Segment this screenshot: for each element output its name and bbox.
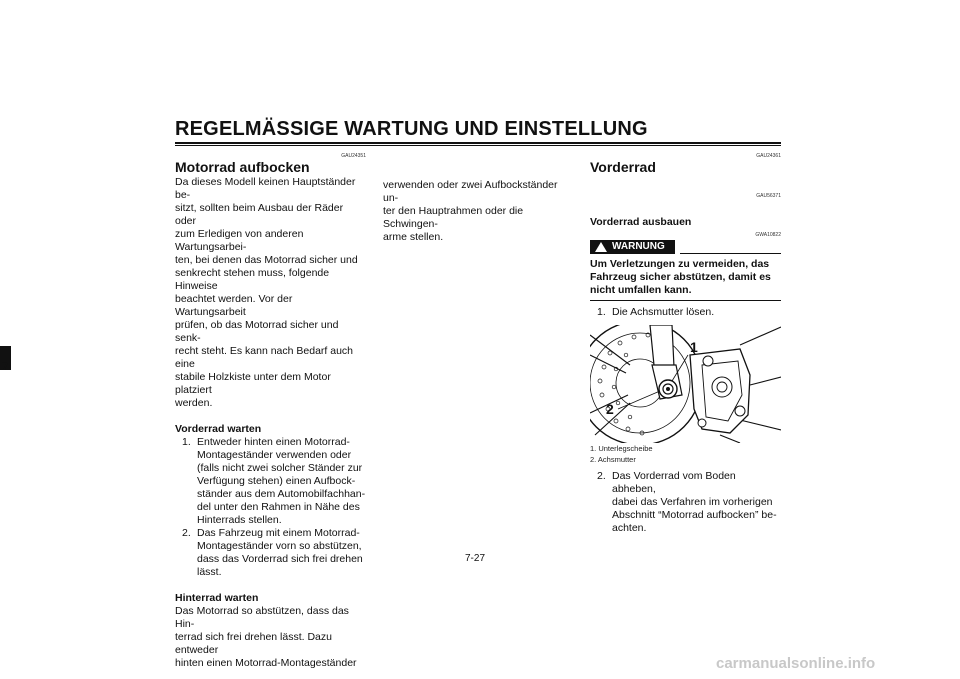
text-line: werden. bbox=[175, 397, 213, 409]
text-line: Das Vorderrad vom Boden abheben, bbox=[612, 470, 736, 495]
middle-column bbox=[383, 179, 574, 244]
text-line: Hinterrads stellen. bbox=[197, 514, 282, 526]
text-line: zum Erledigen von anderen Wartungsarbei- bbox=[175, 228, 304, 253]
text-line: ständer aus dem Automobilfachhan- bbox=[197, 488, 366, 500]
wheel-figure bbox=[590, 325, 781, 443]
text-line: Abschnitt “Motorrad aufbocken” be- bbox=[612, 509, 777, 521]
sub-heading: Vorderrad ausbauen bbox=[590, 216, 692, 228]
page-number: 7-27 bbox=[465, 553, 486, 564]
text-line: ten, bei denen das Motorrad sicher und bbox=[175, 254, 358, 266]
left-column bbox=[175, 153, 366, 670]
section-code: GAU24351 bbox=[341, 153, 366, 159]
text-line: Das Motorrad so abstützen, dass das Hin- bbox=[175, 605, 349, 630]
text-line: prüfen, ob das Motorrad sicher und senk- bbox=[175, 319, 339, 344]
section-heading: Motorrad aufbocken bbox=[175, 159, 310, 175]
front-wheel-heading: Vorderrad warten bbox=[175, 423, 262, 435]
step-text bbox=[197, 436, 366, 527]
text-line: dabei das Verfahren im vorherigen bbox=[612, 496, 773, 508]
step-number: 1. bbox=[182, 436, 191, 448]
text-line: Montageständer verwenden oder bbox=[197, 449, 352, 461]
rear-wheel-paragraph bbox=[175, 605, 366, 670]
text-line: sitzt, sollten beim Ausbau der Räder oder bbox=[175, 202, 344, 227]
text-line: beachtet werden. Vor der Wartungsarbeit bbox=[175, 293, 293, 318]
text-line: del unter den Rahmen in Nähe des bbox=[197, 501, 360, 513]
step-2 bbox=[590, 470, 781, 535]
warning-code: GWA10822 bbox=[755, 232, 781, 238]
front-step bbox=[175, 436, 366, 527]
text-line: Verfügung stehen) einen Aufbock- bbox=[197, 475, 356, 487]
step-text bbox=[612, 470, 781, 535]
header-rule-thin bbox=[175, 145, 781, 146]
text-line: nicht umfallen kann. bbox=[590, 284, 692, 296]
section-code: GAU24361 bbox=[756, 153, 781, 159]
warning-bar bbox=[590, 240, 781, 254]
watermark: carmanualsonline.info bbox=[716, 655, 876, 672]
chapter-number: 7 bbox=[2, 359, 9, 373]
warning-badge bbox=[590, 240, 675, 254]
right-column bbox=[590, 153, 781, 535]
warning-label: WARNUNG bbox=[612, 241, 665, 252]
section-code: GAU56371 bbox=[756, 193, 781, 199]
figure-label-2: 2 bbox=[606, 401, 614, 417]
step-number: 1. bbox=[597, 306, 606, 318]
text-line: (falls nicht zwei solcher Ständer zur bbox=[197, 462, 363, 474]
warning-text bbox=[590, 258, 781, 297]
warning-exclamation-icon: ! bbox=[606, 243, 609, 252]
step-number: 2. bbox=[597, 470, 606, 482]
text-line: dass das Vorderrad sich frei drehen bbox=[197, 553, 363, 565]
text-line: Entweder hinten einen Motorrad- bbox=[197, 436, 350, 448]
text-line: Um Verletzungen zu vermeiden, das bbox=[590, 258, 770, 270]
section-heading: Vorderrad bbox=[590, 159, 656, 175]
text-line: ter den Hauptrahmen oder die Schwingen- bbox=[383, 205, 524, 230]
text-line: arme stellen. bbox=[383, 231, 444, 243]
middle-paragraph bbox=[383, 179, 574, 244]
step-number: 2. bbox=[182, 527, 191, 539]
text-line: Das Fahrzeug mit einem Motorrad- bbox=[197, 527, 360, 539]
figure-caption-2: 2. Achsmutter bbox=[590, 455, 636, 464]
front-step bbox=[175, 527, 366, 579]
page-header-title: REGELMÄSSIGE WARTUNG UND EINSTELLUNG bbox=[175, 118, 648, 140]
text-line: Da dieses Modell keinen Hauptständer be- bbox=[175, 176, 356, 201]
text-line: terrad sich frei drehen lässt. Dazu entweder bbox=[175, 631, 332, 656]
figure-label-1: 1 bbox=[690, 339, 698, 355]
step-text bbox=[197, 527, 366, 579]
step-1 bbox=[590, 306, 781, 319]
header-rule bbox=[175, 142, 781, 144]
text-line: hinten einen Motorrad-Montageständer bbox=[175, 657, 357, 669]
intro-paragraph bbox=[175, 176, 366, 410]
text-line: lässt. bbox=[197, 566, 222, 578]
warning-line bbox=[680, 253, 781, 254]
brake-disc-illustration bbox=[590, 325, 781, 443]
figure-caption-1: 1. Unterlegscheibe bbox=[590, 444, 653, 453]
text-line: stabile Holzkiste unter dem Motor platziert bbox=[175, 371, 331, 396]
text-line: recht steht. Es kann nach Bedarf auch eine bbox=[175, 345, 354, 370]
text-line: verwenden oder zwei Aufbockständer un- bbox=[383, 179, 558, 204]
front-wheel-steps bbox=[175, 436, 366, 579]
text-line: Fahrzeug sicher abstützen, damit es bbox=[590, 271, 771, 283]
rear-wheel-heading: Hinterrad warten bbox=[175, 592, 259, 604]
text-line: achten. bbox=[612, 522, 647, 534]
text-line: senkrecht stehen muss, folgende Hinweise bbox=[175, 267, 330, 292]
step-text: Die Achsmutter lösen. bbox=[612, 306, 715, 318]
text-line: Montageständer vorn so abstützen, bbox=[197, 540, 362, 552]
